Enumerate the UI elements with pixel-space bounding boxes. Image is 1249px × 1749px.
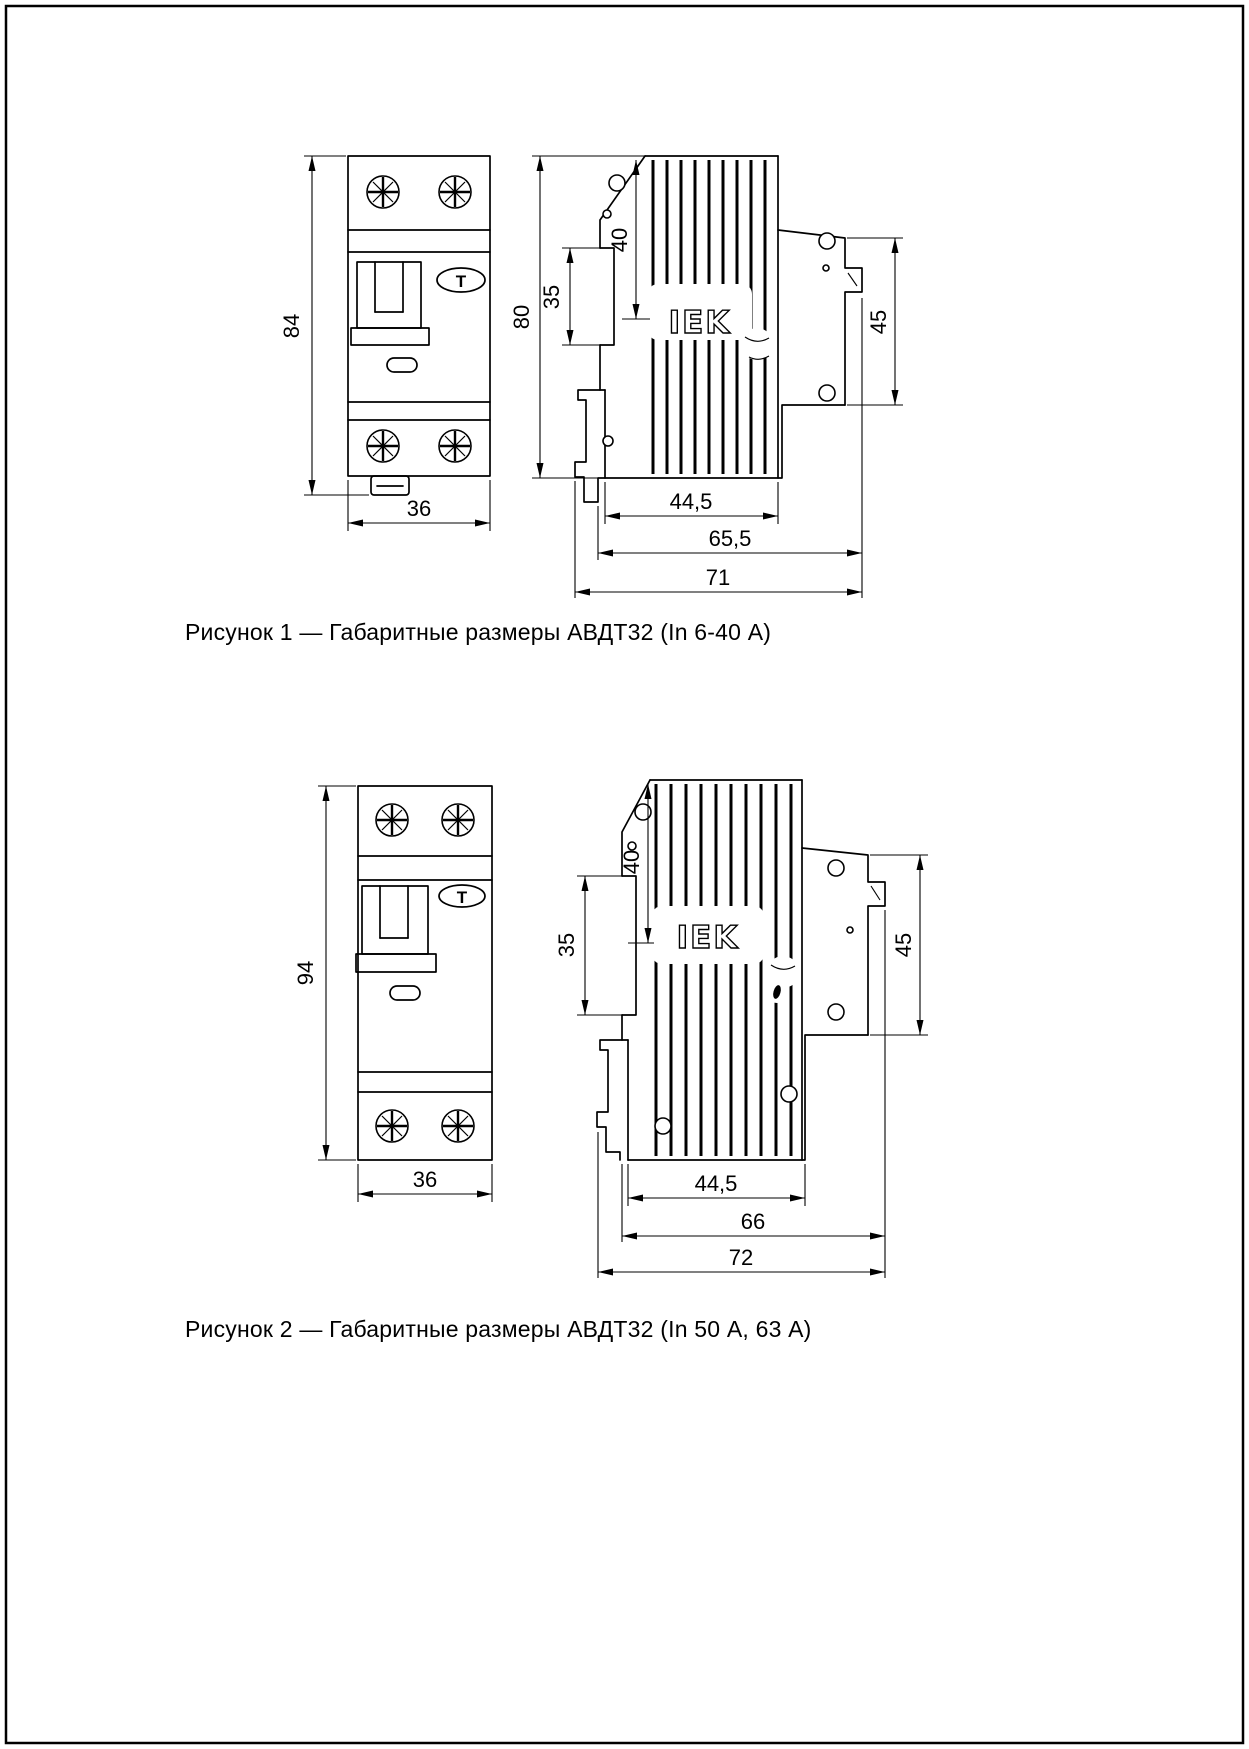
dim-72 [598,1132,885,1278]
rivet-hole [823,265,829,271]
dim-45-label: 45 [891,932,916,958]
dim-71-label: 71 [705,565,731,590]
toggle-lever-mark [766,956,799,1003]
screw-terminal-icon [442,804,474,836]
dim-36 [358,1164,492,1202]
toggle-switch [351,262,429,345]
rivet-hole [828,860,844,876]
rivet-hole [603,436,613,446]
iek-logo: IEK [676,920,740,956]
indicator-window [390,986,420,1000]
dim-72-label: 72 [728,1245,754,1270]
dim-94 [293,786,356,1160]
din-clip-front [371,476,409,495]
dim-84 [279,156,369,495]
dim-80-label: 80 [509,304,534,330]
rivet-hole [609,175,625,191]
din-clip [575,390,605,502]
test-button-label: Т [455,272,467,291]
dim-35 [554,876,622,1015]
rivet-hole [655,1118,671,1134]
dim-65-5 [598,298,862,598]
dim-36 [348,480,490,531]
dim-94-label: 94 [293,960,318,986]
figure2-side-view [554,780,928,1278]
iek-logo: IEK [668,305,732,341]
rivet-hole [828,1004,844,1020]
screw-terminal-icon [367,430,399,462]
screw-terminal-icon [439,430,471,462]
dim-44-5-label: 44,5 [694,1171,738,1196]
dim-35 [539,248,600,345]
dim-35-label: 35 [539,284,564,310]
indicator-window [387,358,417,372]
dim-66 [622,910,885,1278]
rivet-hole [628,842,636,850]
screw-terminal-icon [367,176,399,208]
dim-45 [847,238,903,405]
figure1-caption: Рисунок 1 — Габаритные размеры АВДТ32 (In 6-40 А) [185,619,772,645]
dim-40-label: 40 [607,227,632,253]
figure2-caption: Рисунок 2 — Габаритные размеры АВДТ32 (In 50 А, 63 А) [185,1316,812,1342]
rivet-hole [635,804,651,820]
figure1-drawing [279,156,903,598]
figure2-drawing [293,780,928,1278]
dim-44-5 [605,482,778,524]
dim-44-5-label: 44,5 [669,489,713,514]
screw-terminal-icon [376,1110,408,1142]
dim-40-label: 40 [619,849,644,875]
toggle-lever-mark [741,328,773,360]
dim-80 [509,156,645,478]
rivet-hole [819,233,835,249]
figure2-front-view [293,786,492,1202]
rivet-hole [819,385,835,401]
dim-65-5-label: 65,5 [708,526,752,551]
screw-terminal-icon [439,176,471,208]
dim-36-label: 36 [406,496,432,521]
toggle-switch [356,886,436,972]
figure1-front-view [279,156,490,531]
screw-terminal-icon [442,1110,474,1142]
dim-35-label: 35 [554,932,579,958]
test-button [439,885,485,907]
rivet-hole [781,1086,797,1102]
dim-66-label: 66 [740,1209,766,1234]
screw-terminal-icon [376,804,408,836]
test-button [437,268,485,292]
dim-45-label: 45 [866,309,891,335]
dim-84-label: 84 [279,313,304,339]
rivet-hole [603,210,611,218]
dim-36-label: 36 [412,1167,438,1192]
test-button-label: Т [456,888,468,907]
din-clip [597,1040,628,1160]
figure1-side-view [509,156,903,598]
rivet-hole [847,927,853,933]
dim-44-5 [628,1164,805,1206]
